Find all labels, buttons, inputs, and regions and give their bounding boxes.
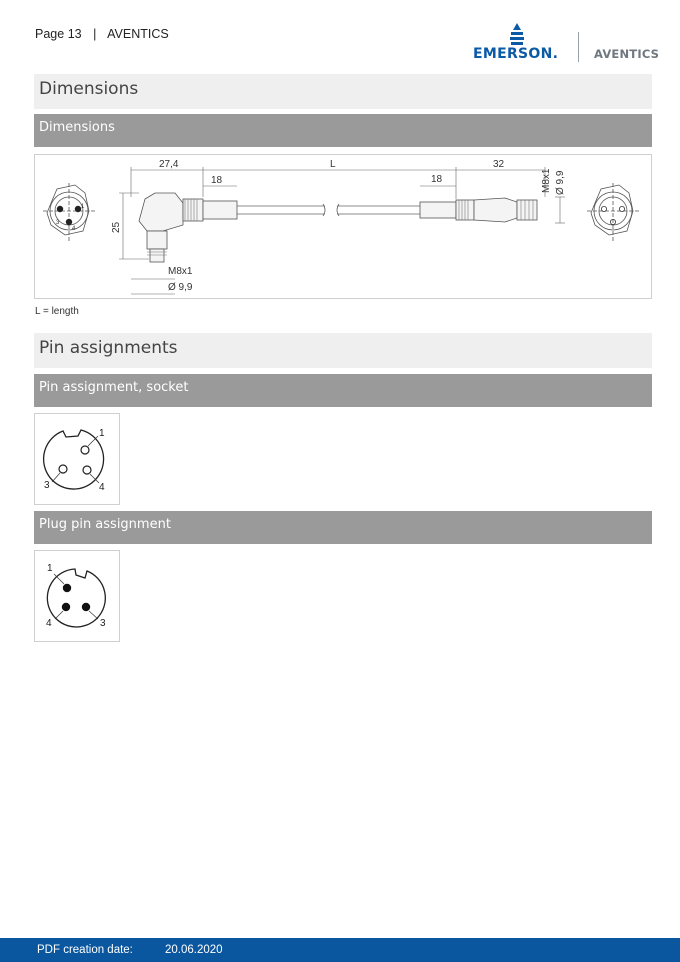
thread-left: M8x1 <box>168 266 193 277</box>
footer-date-value: 20.06.2020 <box>165 944 223 956</box>
plug-pin-diagram <box>34 550 120 642</box>
footer-date-label: PDF creation date: <box>37 944 133 956</box>
dimensions-subtitle-bar: Dimensions <box>34 114 652 147</box>
dim-18-right: 18 <box>431 174 443 185</box>
socket-pin-1 <box>81 446 89 454</box>
socket-pin-diagram <box>34 413 120 505</box>
end-view-pin-1: 1 <box>81 204 85 210</box>
header-brand: AVENTICS <box>107 27 169 41</box>
plug-subtitle-bar: Plug pin assignment <box>34 511 652 544</box>
page-footer <box>0 938 680 962</box>
page-label: Page <box>35 27 65 41</box>
dim-27-4: 27,4 <box>159 159 179 170</box>
diameter-left: Ø 9,9 <box>168 282 193 293</box>
plug-label-3: 3 <box>100 618 106 629</box>
aventics-logo: AVENTICS <box>594 47 660 61</box>
plug-pin-1 <box>63 584 71 592</box>
dim-25: 25 <box>111 221 122 233</box>
diameter-right: Ø 9,9 <box>555 170 566 195</box>
socket-label-1: 1 <box>99 428 105 439</box>
end-view-pin-4: 4 <box>72 226 76 232</box>
plug-pin-4 <box>62 603 70 611</box>
socket-pin-3 <box>59 465 67 473</box>
dimension-drawing <box>34 154 652 299</box>
socket-label-4: 4 <box>99 482 105 493</box>
plug-pin-3 <box>82 603 90 611</box>
dim-length: L <box>330 159 336 170</box>
cable-drawing-svg <box>35 155 651 298</box>
socket-pin-4 <box>83 466 91 474</box>
plug-label-1: 1 <box>47 563 53 574</box>
header-separator: | <box>93 27 97 41</box>
socket-subtitle-bar: Pin assignment, socket <box>34 374 652 407</box>
dim-18-left: 18 <box>211 175 223 186</box>
dimensions-section-title: Dimensions <box>34 74 652 109</box>
page-number: 13 <box>67 27 82 41</box>
dim-32: 32 <box>493 159 505 170</box>
end-view-pin-3: 3 <box>56 220 60 226</box>
pin-section-title: Pin assignments <box>34 333 652 368</box>
emerson-wordmark: EMERSON. <box>473 46 559 62</box>
emerson-logo <box>473 22 565 64</box>
thread-right: M8x1 <box>541 168 552 193</box>
plug-label-4: 4 <box>46 618 52 629</box>
emerson-emblem-icon <box>473 22 565 48</box>
logo-divider <box>578 32 579 62</box>
length-note: L = length <box>35 306 79 317</box>
page-header <box>35 27 169 41</box>
socket-label-3: 3 <box>44 480 50 491</box>
